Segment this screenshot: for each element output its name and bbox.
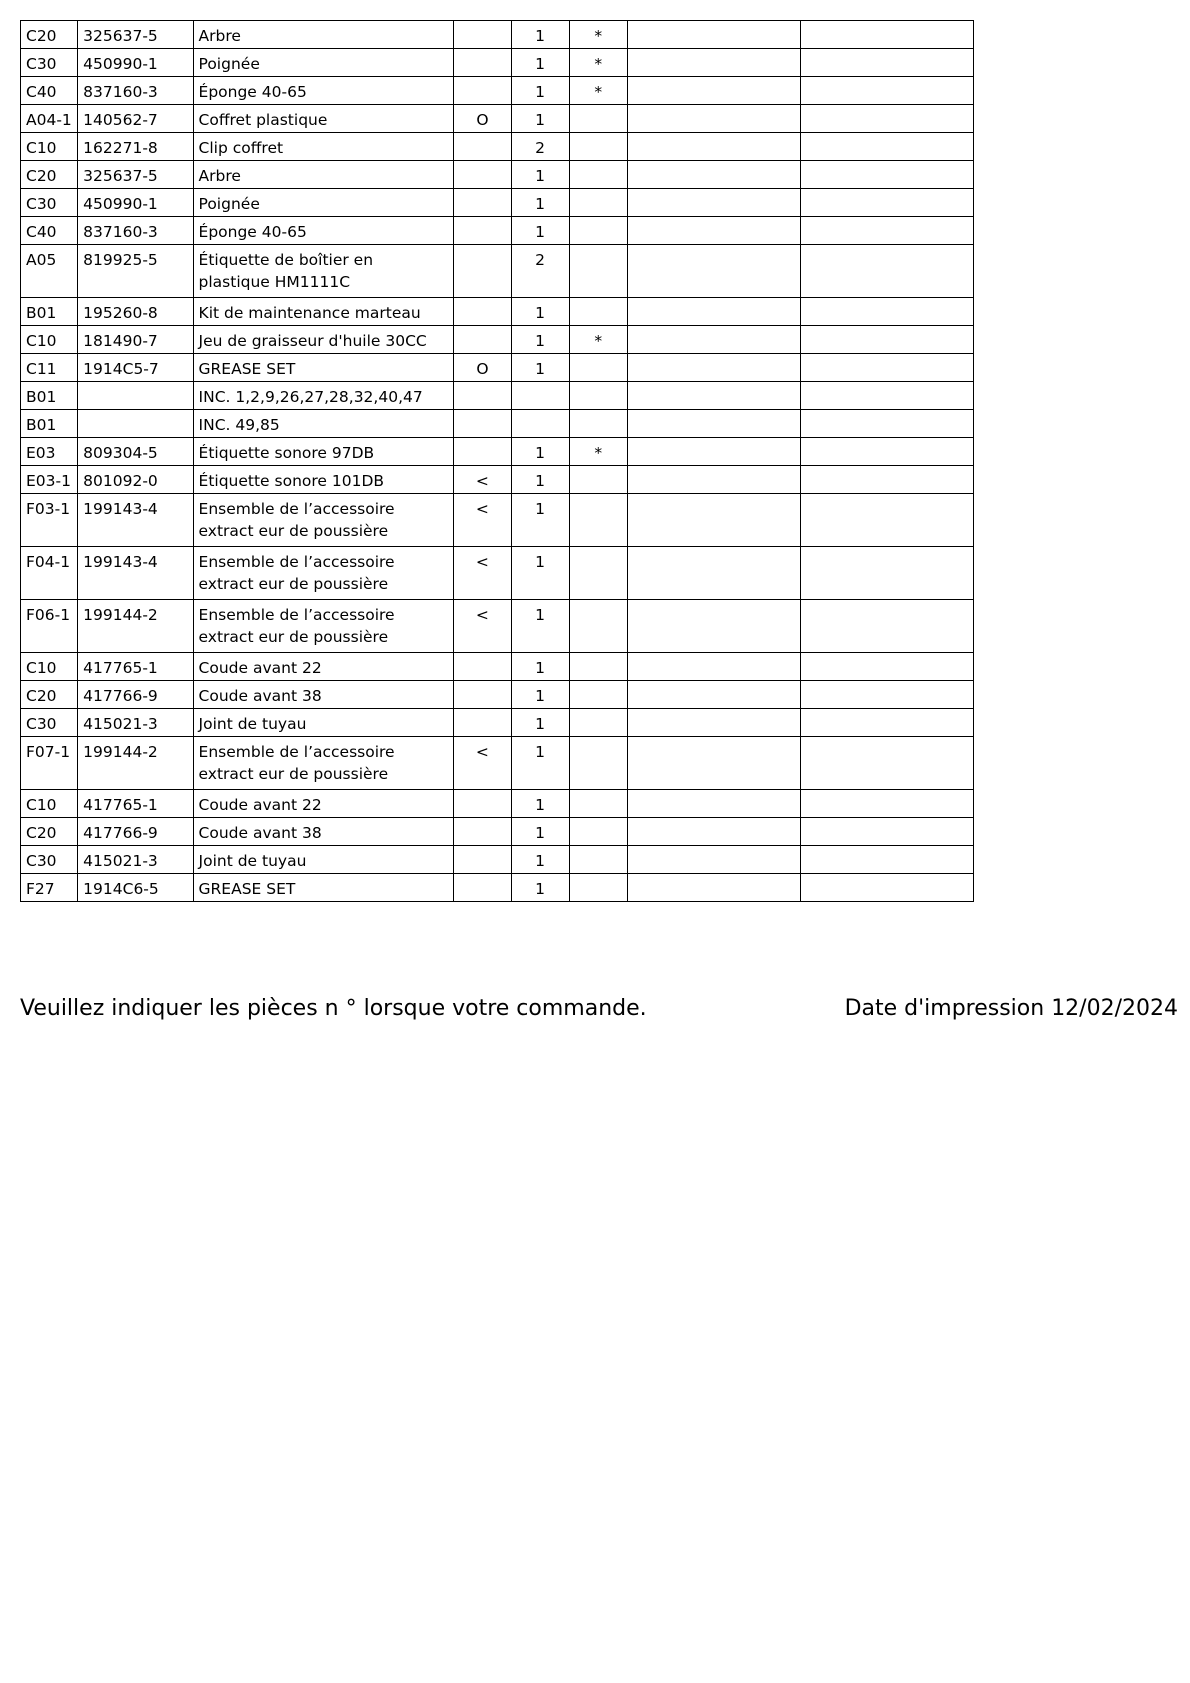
part-number-cell: 417765-1	[78, 790, 193, 818]
table-row	[21, 217, 974, 245]
empty-cell	[627, 382, 801, 410]
empty-cell	[801, 298, 974, 326]
empty-cell	[801, 21, 974, 49]
empty-cell	[801, 410, 974, 438]
table-row	[21, 681, 974, 709]
part-note-cell	[454, 298, 511, 326]
part-ref-cell: F06-1	[21, 600, 78, 653]
part-number-cell: 809304-5	[78, 438, 193, 466]
part-quantity-cell: 1	[511, 217, 569, 245]
part-description-cell: Coude avant 22	[193, 790, 454, 818]
part-number-cell: 1914C6-5	[78, 874, 193, 902]
table-row	[21, 846, 974, 874]
part-quantity-cell	[511, 410, 569, 438]
table-row	[21, 410, 974, 438]
part-number-cell: 417765-1	[78, 653, 193, 681]
empty-cell	[627, 846, 801, 874]
part-mark-cell	[569, 653, 627, 681]
empty-cell	[801, 653, 974, 681]
empty-cell	[627, 790, 801, 818]
parts-table-body	[21, 21, 974, 902]
part-quantity-cell: 1	[511, 846, 569, 874]
part-note-cell	[454, 133, 511, 161]
part-ref-cell: F04-1	[21, 547, 78, 600]
part-number-cell: 162271-8	[78, 133, 193, 161]
table-row	[21, 354, 974, 382]
part-description-cell: INC. 1,2,9,26,27,28,32,40,47	[193, 382, 454, 410]
part-ref-cell: C10	[21, 326, 78, 354]
table-row	[21, 818, 974, 846]
empty-cell	[801, 874, 974, 902]
empty-cell	[627, 298, 801, 326]
part-quantity-cell: 1	[511, 105, 569, 133]
part-quantity-cell: 1	[511, 874, 569, 902]
empty-cell	[801, 133, 974, 161]
part-description-cell: GREASE SET	[193, 354, 454, 382]
part-description-cell: Coude avant 38	[193, 818, 454, 846]
part-ref-cell: F07-1	[21, 737, 78, 790]
empty-cell	[801, 382, 974, 410]
part-description-cell: Joint de tuyau	[193, 846, 454, 874]
empty-cell	[801, 494, 974, 547]
part-note-cell	[454, 790, 511, 818]
part-quantity-cell: 1	[511, 494, 569, 547]
part-note-cell	[454, 49, 511, 77]
part-number-cell: 415021-3	[78, 846, 193, 874]
part-description-cell: Jeu de graisseur d'huile 30CC	[193, 326, 454, 354]
table-row	[21, 105, 974, 133]
part-mark-cell: *	[569, 438, 627, 466]
empty-cell	[627, 217, 801, 245]
part-quantity-cell: 1	[511, 326, 569, 354]
empty-cell	[627, 189, 801, 217]
part-mark-cell	[569, 354, 627, 382]
part-description-cell: Arbre	[193, 161, 454, 189]
part-description-cell: Kit de maintenance marteau	[193, 298, 454, 326]
empty-cell	[801, 217, 974, 245]
part-mark-cell: *	[569, 21, 627, 49]
part-number-cell: 801092-0	[78, 466, 193, 494]
part-mark-cell	[569, 217, 627, 245]
part-note-cell	[454, 874, 511, 902]
part-ref-cell: B01	[21, 298, 78, 326]
empty-cell	[627, 466, 801, 494]
part-note-cell	[454, 326, 511, 354]
table-row	[21, 382, 974, 410]
order-instruction: Veuillez indiquer les pièces n ° lorsque votre commande.	[20, 996, 647, 1021]
part-mark-cell	[569, 846, 627, 874]
empty-cell	[627, 410, 801, 438]
empty-cell	[627, 547, 801, 600]
table-row	[21, 547, 974, 600]
part-ref-cell: E03	[21, 438, 78, 466]
empty-cell	[627, 438, 801, 466]
table-row	[21, 77, 974, 105]
empty-cell	[801, 326, 974, 354]
part-description-cell: Ensemble de l’accessoire extract eur de poussière	[193, 494, 454, 547]
part-description-cell: Poignée	[193, 49, 454, 77]
part-ref-cell: C30	[21, 709, 78, 737]
part-note-cell: <	[454, 600, 511, 653]
part-note-cell	[454, 245, 511, 298]
part-description-cell: Étiquette de boîtier en plastique HM1111C	[193, 245, 454, 298]
part-ref-cell: A05	[21, 245, 78, 298]
part-number-cell: 199144-2	[78, 737, 193, 790]
part-number-cell	[78, 382, 193, 410]
empty-cell	[801, 49, 974, 77]
part-number-cell: 415021-3	[78, 709, 193, 737]
part-mark-cell	[569, 466, 627, 494]
part-mark-cell: *	[569, 49, 627, 77]
table-row	[21, 133, 974, 161]
empty-cell	[627, 161, 801, 189]
empty-cell	[627, 874, 801, 902]
table-row	[21, 709, 974, 737]
part-note-cell	[454, 217, 511, 245]
part-number-cell: 199143-4	[78, 547, 193, 600]
empty-cell	[801, 466, 974, 494]
table-row	[21, 189, 974, 217]
part-quantity-cell: 1	[511, 737, 569, 790]
part-number-cell	[78, 410, 193, 438]
empty-cell	[627, 709, 801, 737]
table-row	[21, 21, 974, 49]
part-mark-cell	[569, 298, 627, 326]
part-mark-cell	[569, 681, 627, 709]
empty-cell	[627, 105, 801, 133]
part-mark-cell	[569, 790, 627, 818]
part-mark-cell	[569, 818, 627, 846]
part-mark-cell	[569, 410, 627, 438]
table-row	[21, 49, 974, 77]
part-description-cell: Ensemble de l’accessoire extract eur de poussière	[193, 547, 454, 600]
part-quantity-cell: 1	[511, 354, 569, 382]
part-mark-cell: *	[569, 326, 627, 354]
table-row	[21, 298, 974, 326]
part-quantity-cell: 1	[511, 709, 569, 737]
part-note-cell	[454, 161, 511, 189]
part-note-cell: <	[454, 494, 511, 547]
part-note-cell	[454, 382, 511, 410]
part-mark-cell: *	[569, 77, 627, 105]
empty-cell	[627, 133, 801, 161]
part-quantity-cell: 1	[511, 298, 569, 326]
part-quantity-cell: 1	[511, 547, 569, 600]
part-number-cell: 837160-3	[78, 77, 193, 105]
part-quantity-cell: 2	[511, 245, 569, 298]
part-mark-cell	[569, 547, 627, 600]
empty-cell	[627, 354, 801, 382]
empty-cell	[801, 438, 974, 466]
part-number-cell: 417766-9	[78, 681, 193, 709]
part-ref-cell: B01	[21, 410, 78, 438]
part-description-cell: Coude avant 38	[193, 681, 454, 709]
part-ref-cell: C40	[21, 217, 78, 245]
part-mark-cell	[569, 382, 627, 410]
part-ref-cell: C30	[21, 189, 78, 217]
empty-cell	[627, 21, 801, 49]
table-row	[21, 494, 974, 547]
empty-cell	[801, 709, 974, 737]
part-number-cell: 837160-3	[78, 217, 193, 245]
part-mark-cell	[569, 161, 627, 189]
part-ref-cell: C10	[21, 133, 78, 161]
part-number-cell: 450990-1	[78, 49, 193, 77]
part-quantity-cell: 2	[511, 133, 569, 161]
table-row	[21, 438, 974, 466]
part-note-cell	[454, 818, 511, 846]
print-date: Date d'impression 12/02/2024	[844, 996, 1178, 1021]
part-description-cell: INC. 49,85	[193, 410, 454, 438]
part-note-cell: <	[454, 547, 511, 600]
empty-cell	[627, 600, 801, 653]
part-ref-cell: E03-1	[21, 466, 78, 494]
part-note-cell	[454, 681, 511, 709]
empty-cell	[627, 77, 801, 105]
part-quantity-cell: 1	[511, 600, 569, 653]
empty-cell	[801, 77, 974, 105]
part-mark-cell	[569, 737, 627, 790]
empty-cell	[801, 818, 974, 846]
part-quantity-cell: 1	[511, 161, 569, 189]
empty-cell	[801, 846, 974, 874]
empty-cell	[801, 600, 974, 653]
part-ref-cell: C20	[21, 681, 78, 709]
table-row	[21, 326, 974, 354]
empty-cell	[801, 189, 974, 217]
part-number-cell: 199144-2	[78, 600, 193, 653]
part-quantity-cell: 1	[511, 653, 569, 681]
empty-cell	[627, 326, 801, 354]
empty-cell	[801, 547, 974, 600]
part-description-cell: Ensemble de l’accessoire extract eur de poussière	[193, 737, 454, 790]
table-row	[21, 790, 974, 818]
part-number-cell: 417766-9	[78, 818, 193, 846]
empty-cell	[627, 818, 801, 846]
empty-cell	[801, 737, 974, 790]
empty-cell	[627, 681, 801, 709]
part-number-cell: 140562-7	[78, 105, 193, 133]
table-row	[21, 245, 974, 298]
part-number-cell: 1914C5-7	[78, 354, 193, 382]
part-ref-cell: C30	[21, 846, 78, 874]
part-note-cell	[454, 21, 511, 49]
part-note-cell	[454, 846, 511, 874]
part-ref-cell: C20	[21, 161, 78, 189]
empty-cell	[627, 245, 801, 298]
part-quantity-cell: 1	[511, 790, 569, 818]
part-mark-cell	[569, 709, 627, 737]
table-row	[21, 600, 974, 653]
part-description-cell: Étiquette sonore 97DB	[193, 438, 454, 466]
part-description-cell: Clip coffret	[193, 133, 454, 161]
part-quantity-cell: 1	[511, 77, 569, 105]
part-ref-cell: C20	[21, 21, 78, 49]
part-ref-cell: C20	[21, 818, 78, 846]
part-description-cell: Éponge 40-65	[193, 217, 454, 245]
part-mark-cell	[569, 133, 627, 161]
part-note-cell: O	[454, 105, 511, 133]
part-ref-cell: C40	[21, 77, 78, 105]
part-mark-cell	[569, 245, 627, 298]
part-mark-cell	[569, 105, 627, 133]
part-quantity-cell: 1	[511, 466, 569, 494]
part-mark-cell	[569, 189, 627, 217]
empty-cell	[627, 49, 801, 77]
part-note-cell	[454, 189, 511, 217]
part-number-cell: 325637-5	[78, 21, 193, 49]
part-ref-cell: C10	[21, 653, 78, 681]
part-description-cell: Étiquette sonore 101DB	[193, 466, 454, 494]
part-quantity-cell: 1	[511, 21, 569, 49]
table-row	[21, 161, 974, 189]
empty-cell	[627, 494, 801, 547]
table-row	[21, 466, 974, 494]
parts-table	[20, 20, 974, 902]
empty-cell	[801, 245, 974, 298]
part-ref-cell: A04-1	[21, 105, 78, 133]
part-mark-cell	[569, 874, 627, 902]
part-note-cell: <	[454, 737, 511, 790]
part-number-cell: 325637-5	[78, 161, 193, 189]
part-description-cell: Éponge 40-65	[193, 77, 454, 105]
part-ref-cell: F03-1	[21, 494, 78, 547]
part-quantity-cell	[511, 382, 569, 410]
part-quantity-cell: 1	[511, 49, 569, 77]
empty-cell	[801, 354, 974, 382]
part-description-cell: Joint de tuyau	[193, 709, 454, 737]
part-number-cell: 819925-5	[78, 245, 193, 298]
part-ref-cell: B01	[21, 382, 78, 410]
part-quantity-cell: 1	[511, 681, 569, 709]
part-number-cell: 181490-7	[78, 326, 193, 354]
table-row	[21, 874, 974, 902]
empty-cell	[801, 790, 974, 818]
part-ref-cell: C10	[21, 790, 78, 818]
part-quantity-cell: 1	[511, 189, 569, 217]
table-row	[21, 737, 974, 790]
part-note-cell	[454, 438, 511, 466]
part-note-cell	[454, 410, 511, 438]
part-mark-cell	[569, 600, 627, 653]
part-number-cell: 199143-4	[78, 494, 193, 547]
table-row	[21, 653, 974, 681]
empty-cell	[627, 653, 801, 681]
part-mark-cell	[569, 494, 627, 547]
part-description-cell: Arbre	[193, 21, 454, 49]
part-note-cell: O	[454, 354, 511, 382]
part-note-cell	[454, 709, 511, 737]
empty-cell	[801, 105, 974, 133]
empty-cell	[801, 681, 974, 709]
part-quantity-cell: 1	[511, 438, 569, 466]
part-ref-cell: C30	[21, 49, 78, 77]
part-description-cell: Coffret plastique	[193, 105, 454, 133]
part-description-cell: Coude avant 22	[193, 653, 454, 681]
part-note-cell	[454, 77, 511, 105]
part-quantity-cell: 1	[511, 818, 569, 846]
part-number-cell: 450990-1	[78, 189, 193, 217]
part-description-cell: Poignée	[193, 189, 454, 217]
part-ref-cell: F27	[21, 874, 78, 902]
empty-cell	[627, 737, 801, 790]
part-ref-cell: C11	[21, 354, 78, 382]
part-number-cell: 195260-8	[78, 298, 193, 326]
part-note-cell: <	[454, 466, 511, 494]
part-note-cell	[454, 653, 511, 681]
part-description-cell: Ensemble de l’accessoire extract eur de poussière	[193, 600, 454, 653]
empty-cell	[801, 161, 974, 189]
part-description-cell: GREASE SET	[193, 874, 454, 902]
